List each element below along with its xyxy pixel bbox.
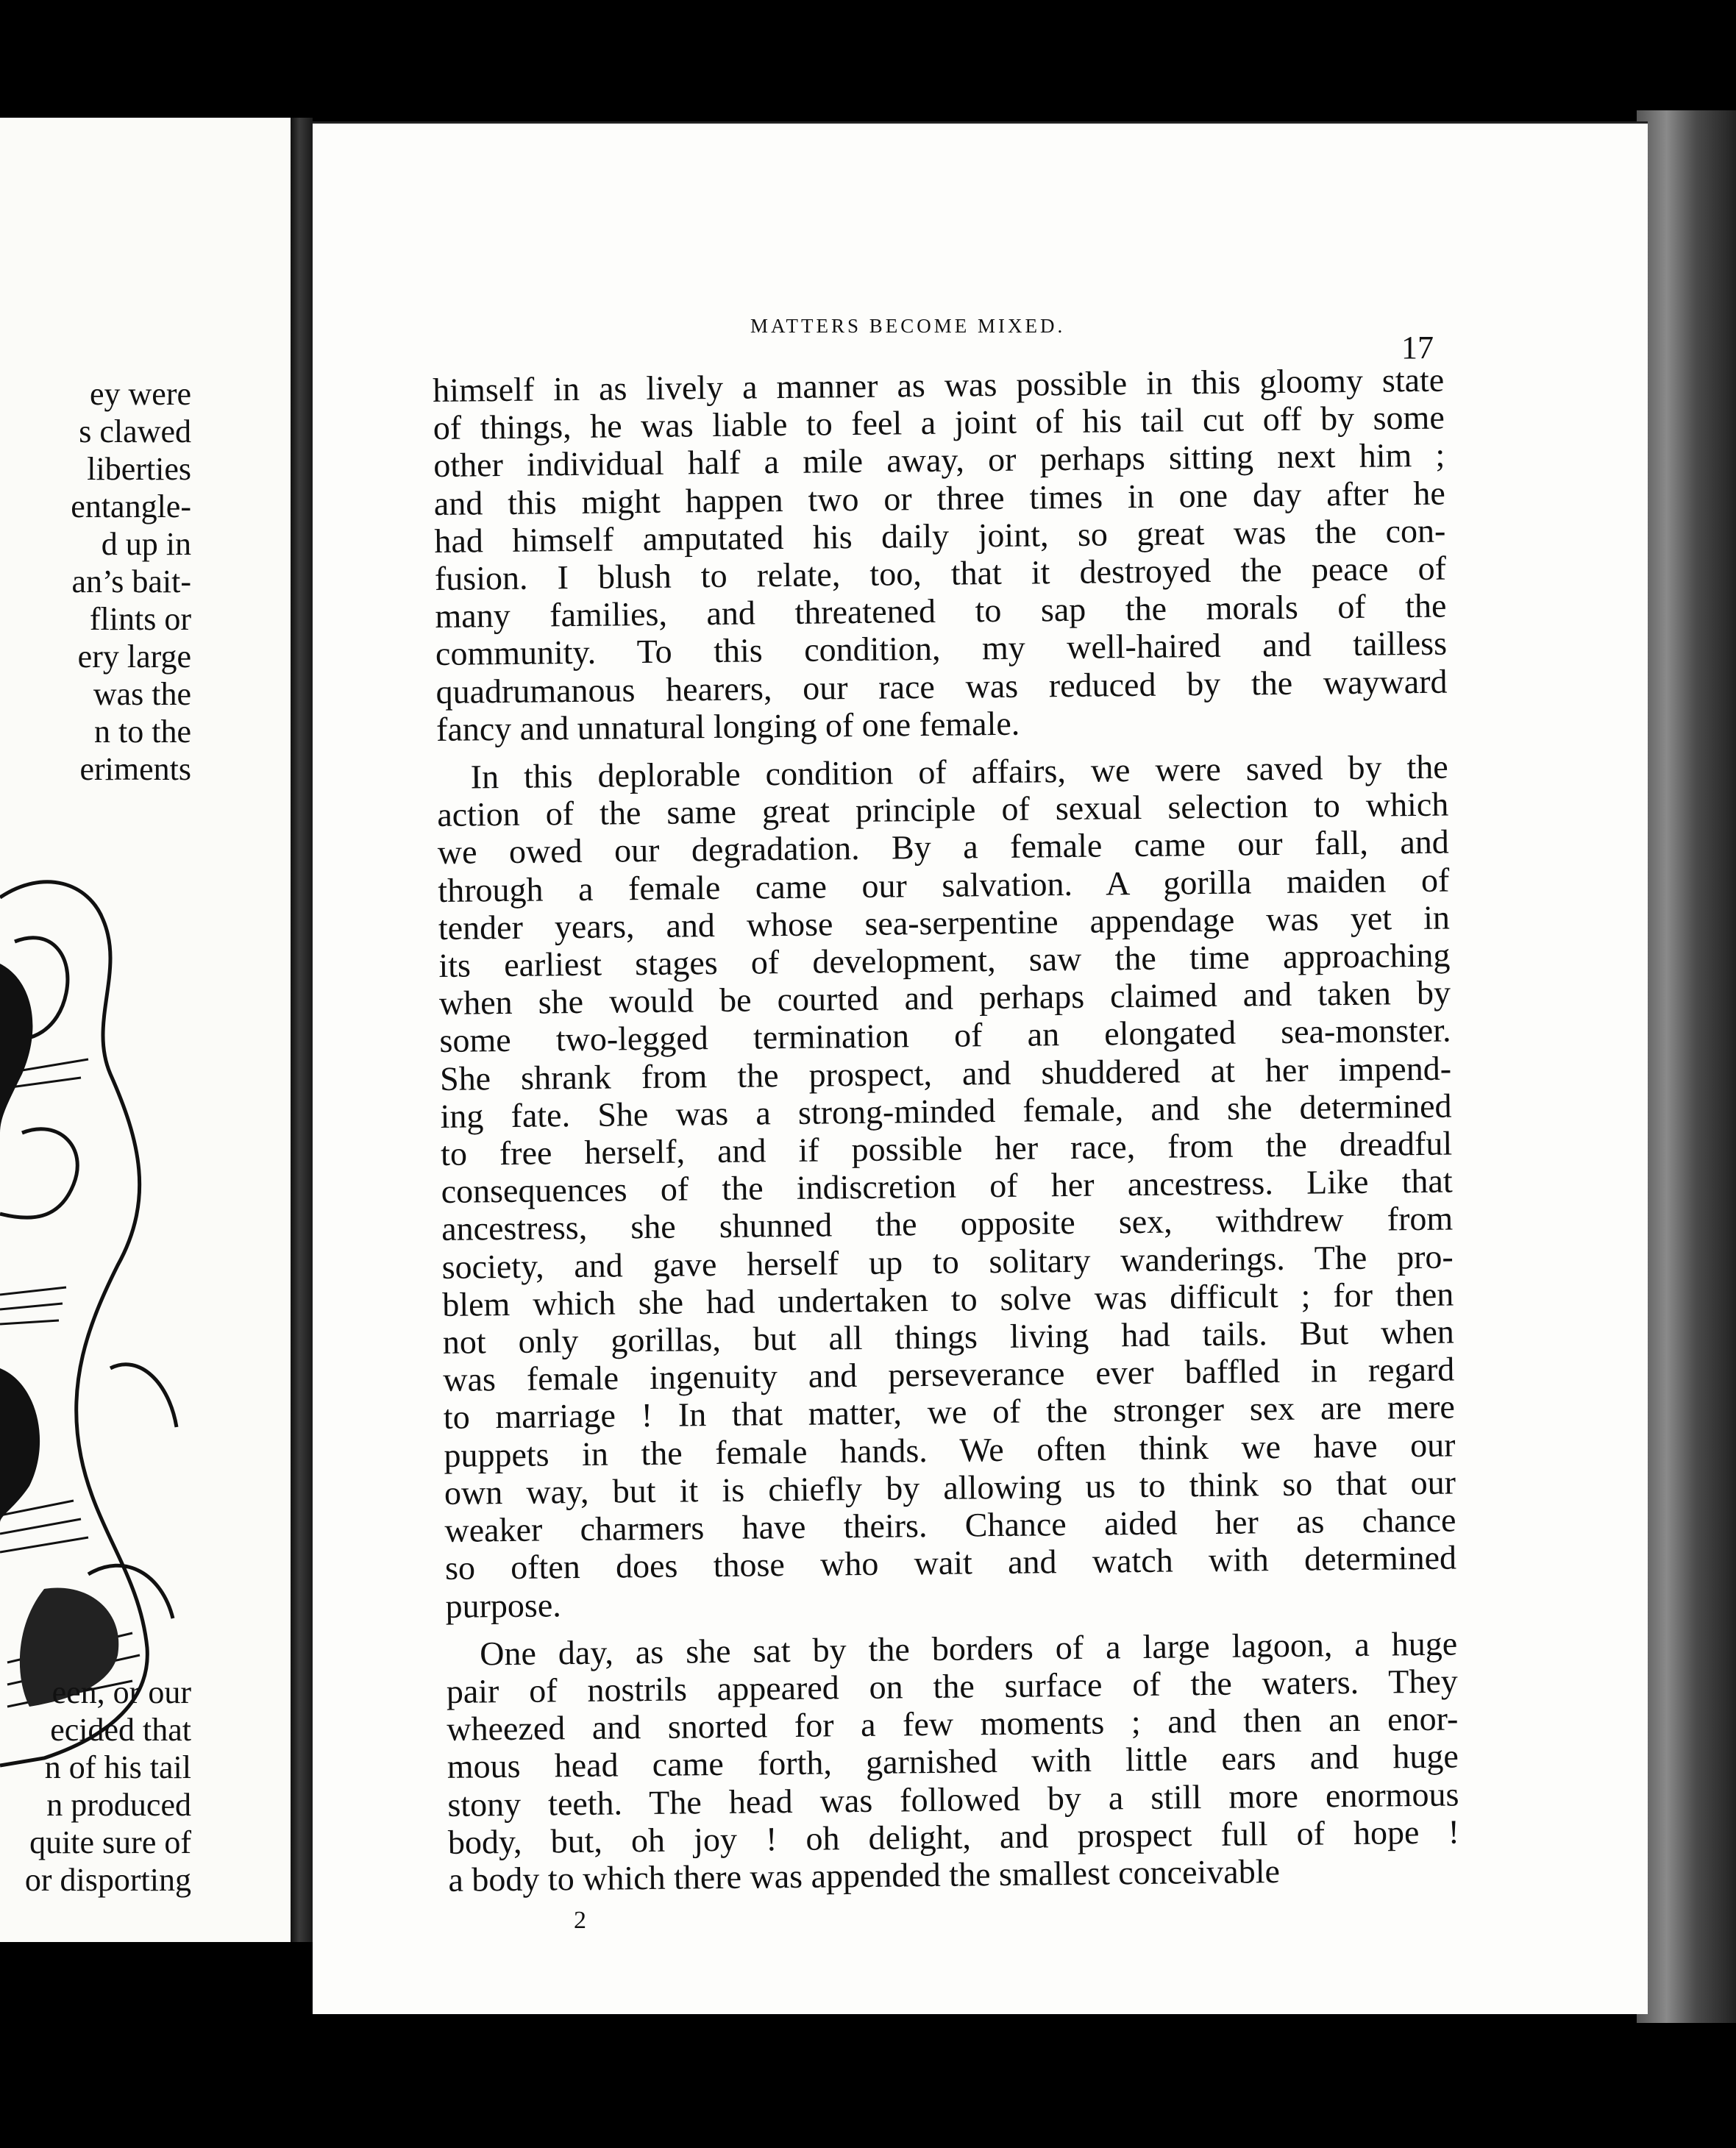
left-fragment-line: liberties xyxy=(87,451,191,487)
text-line: own way, but it is chiefly by allowing us to think so that our xyxy=(444,1463,1456,1512)
text-line: was female ingenuity and perseverance ever baffled in regard xyxy=(443,1350,1455,1399)
woodcut-illustration xyxy=(0,853,184,1780)
text-line: tender years, and whose sea-serpentine appendage was yet in xyxy=(438,898,1451,947)
left-fragment-line: s clawed xyxy=(79,413,191,449)
text-line: ancestress, she shunned the opposite sex, withdrew from xyxy=(441,1200,1454,1248)
text-line: In this deplorable condition of affairs, we were saved by the xyxy=(470,747,1448,796)
text-line: wheezed and snorted for a few moments ; and then an enor- xyxy=(447,1699,1459,1749)
text-line: fancy and unnatural longing of one female. xyxy=(435,704,1020,748)
text-line: its earliest stages of development, saw the time approaching xyxy=(438,936,1451,985)
left-page-text-top xyxy=(71,375,191,788)
text-line: and this might happen two or three times in one day after he xyxy=(433,474,1446,522)
text-line: pair of nostrils appeared on the surface of the waters. They xyxy=(446,1662,1458,1710)
text-line: blem which she had undertaken to solve was difficult ; for then xyxy=(442,1275,1454,1323)
page-edge xyxy=(1637,110,1736,2023)
text-line: ing fate. She was a strong-minded female, and she determined xyxy=(440,1087,1452,1135)
text-line: we owed our degradation. By a female came our fall, and xyxy=(437,823,1450,872)
text-line: society, and gave herself up to solitary wanderings. The pro- xyxy=(441,1237,1454,1286)
text-line: fusion. I blush to relate, too, that it destroyed the peace of xyxy=(434,549,1447,597)
text-line: when she would be courted and perhaps claimed and taken by xyxy=(438,973,1451,1023)
text-line: so often does those who wait and watch with determined xyxy=(444,1538,1457,1587)
page-number: 17 xyxy=(1401,330,1434,366)
text-line: One day, as she sat by the borders of a large lagoon, a huge xyxy=(479,1624,1458,1673)
text-line: to free herself, and if possible her race, from the dreadful xyxy=(440,1124,1453,1173)
text-line: some two-legged termination of an elongated sea-monster. xyxy=(439,1011,1451,1060)
text-line: community. To this condition, my well-haired and tailless xyxy=(435,625,1448,673)
left-fragment-line: or disporting xyxy=(24,1862,191,1898)
left-fragment-line: an’s bait- xyxy=(71,563,191,600)
left-fragment-line: n produced xyxy=(46,1787,191,1823)
text-line: weaker charmers have theirs. Chance aided her as chance xyxy=(444,1501,1456,1550)
left-fragment-line: n of his tail xyxy=(44,1749,191,1785)
text-line: other individual half a mile away, or perhaps sitting next him ; xyxy=(433,436,1445,485)
text-line: to marriage ! In that matter, we of the stronger sex are mere xyxy=(443,1388,1456,1437)
left-fragment-line: was the xyxy=(93,676,191,712)
body-text xyxy=(433,361,1460,1899)
left-fragment-line: eriments xyxy=(79,751,191,787)
text-line: purpose. xyxy=(445,1585,561,1625)
signature-mark: 2 xyxy=(574,1907,586,1934)
text-line: puppets in the female hands. We often think we have our xyxy=(444,1426,1456,1474)
text-line: many families, and threatened to sap the morals of the xyxy=(435,586,1447,636)
text-line: of things, he was liable to feel a joint of his tail cut off by some xyxy=(433,398,1445,447)
text-line: quadrumanous hearers, our race was reduced by the wayward xyxy=(435,662,1448,711)
left-fragment-line: d up in xyxy=(101,526,191,562)
text-line: stony teeth. The head was followed by a still more enormous xyxy=(447,1775,1459,1824)
left-fragment-line: quite sure of xyxy=(29,1824,191,1860)
text-line: She shrank from the prospect, and shuddered at her impend- xyxy=(439,1049,1452,1098)
left-fragment-line: flints or xyxy=(89,601,191,637)
left-fragment-line: ey were xyxy=(89,376,191,412)
left-fragment-line: ery large xyxy=(77,639,191,675)
text-line: himself in as lively a manner as was possible in this gloomy state xyxy=(433,360,1445,409)
text-line: not only gorillas, but all things living had tails. But when xyxy=(442,1312,1455,1362)
left-fragment-line: een, or our xyxy=(51,1674,191,1710)
left-fragment-line: n to the xyxy=(94,714,191,750)
left-page xyxy=(0,118,296,1942)
book-gutter xyxy=(291,118,313,1942)
text-line: mous head came forth, garnished with little ears and huge xyxy=(447,1737,1459,1786)
left-page-text-bottom xyxy=(25,1674,191,1899)
text-line: had himself amputated his daily joint, so great was the con- xyxy=(434,511,1446,560)
text-line: through a female came our salvation. A gorilla maiden of xyxy=(438,861,1450,909)
text-line: a body to which there was appended the smallest conceivable xyxy=(448,1852,1281,1899)
text-line: action of the same great principle of sexual selection to which xyxy=(437,785,1449,834)
text-line: body, but, oh joy ! oh delight, and prospect full of hope ! xyxy=(447,1813,1460,1861)
left-fragment-line: entangle- xyxy=(71,488,191,524)
left-fragment-line: ecided that xyxy=(50,1712,191,1748)
running-head: MATTERS BECOME MIXED. xyxy=(750,315,1066,337)
text-line: consequences of the indiscretion of her ancestress. Like that xyxy=(441,1162,1453,1211)
